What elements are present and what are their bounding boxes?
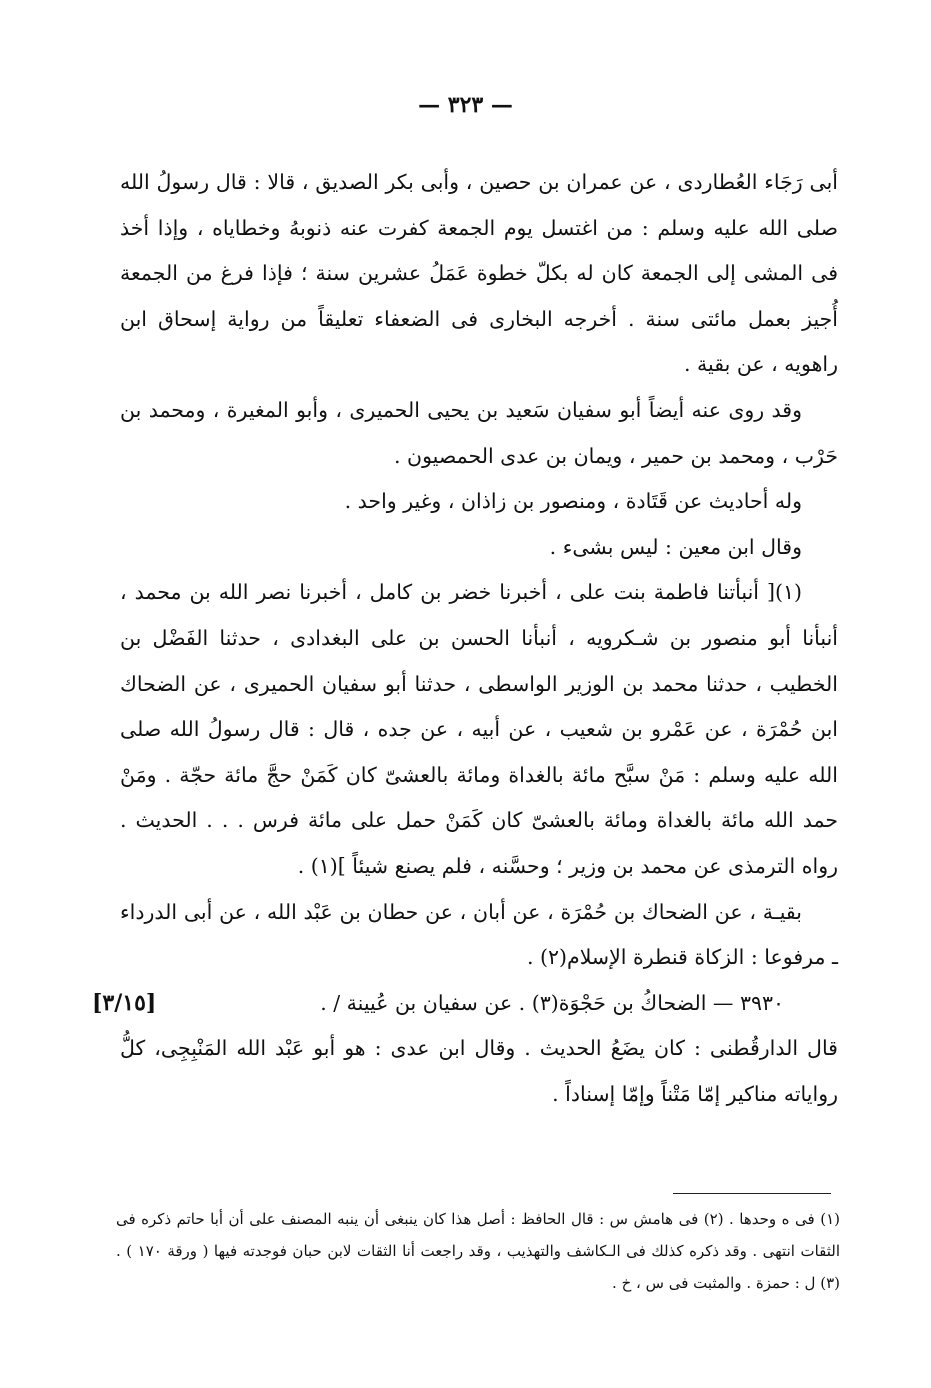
entry-heading <box>92 981 838 1027</box>
page-number: — ٣٢٣ — <box>418 92 513 118</box>
paragraph-2: وقد روى عنه أيضاً أبو سفيان سَعيد بن يحيى الحميرى ، وأبو المغيرة ، ومحمد بن حَرْب ، ومحمد بن حمير ، ويمان بن عدى الحمصيون . <box>120 397 838 468</box>
footnote-divider <box>673 1193 831 1194</box>
main-text <box>92 160 838 1117</box>
paragraph-4: وقال ابن معين : ليس بشىء . <box>549 534 802 559</box>
entry-title: ٣٩٣٠ — الضحاكُ بن حَجْوَة(٣) . عن سفيان بن عُيينة / . <box>320 990 784 1015</box>
paragraph-1: أبى رَجَاء العُطاردى ، عن عمران بن حصين ، وأبى بكر الصديق ، قالا : قال رسولُ الله صلى الله عليه وسلم : من اغتسل يوم الجمعة كفرت عنه ذنوبهُ وخطاياه ، وإذا أخذ فى المشى إلى الجمعة كان له بكلّ خطوة عَمَلُ عشرين سنة ؛ فإذا فرغ من الجمعة أُجيز بعمل مائتى سنة . أخرجه البخارى فى الضعفاء تعليقاً من رواية إسحاق ابن راهويه ، عن بقية . <box>120 170 838 377</box>
paragraph-3: وله أحاديث عن قَتَادة ، ومنصور بن زاذان ، وغير واحد . <box>344 489 802 514</box>
folio-marker: [٣/١٥] <box>92 989 157 1016</box>
entry-paragraph: قال الدارقُطنى : كان يضَعُ الحديث . وقال ابن عدى : هو أبو عَبْد الله المَنْبِجِى، كلُّ رواياته مناكير إمّا مَتْناً وإمّا إسناداً . <box>120 1036 838 1106</box>
paragraph-5: (١)[ أنبأتنا فاطمة بنت على ، أخبرنا خضر بن كامل ، أخبرنا نصر الله بن محمد ، أنبأنا أبو منصور بن شـكرويه ، أنبأنا الحسن بن على البغدادى ، حدثنا الفَضْل بن الخطيب ، حدثنا محمد بن الوزير الواسطى ، حدثنا أبو سفيان الحميرى ، عن الضحاك ابن حُمْرَة ، عن عَمْرو بن شعيب ، عن أبيه ، عن جده ، قال : قال رسولُ الله صلى الله عليه وسلم : مَنْ سبَّح مائة بالغداة ومائة بالعشىّ كان كَمَنْ حجَّ مائة حجّة . ومَنْ حمد الله مائة بالغداة ومائة بالعشىّ كان كَمَنْ حمل على مائة فرس . . . الحديث . رواه الترمذى عن محمد بن وزير ؛ وحسَّنه ، فلم يصنع شيئاً ](١) . <box>120 580 838 878</box>
footnote-text: (١) فى ه وحدها . (٢) فى هامش س : قال الحافظ : أصل هذا كان ينبغى أن ينبه المصنف على أن أبا حاتم ذكره فى الثقات انتهى . وقد ذكره كذلك فى الـكاشف والتهذيب ، وقد راجعت أنا الثقات لابن حبان فوجدته فيها ( ورقة ١٧٠ ) . (٣) ل : حمزة . والمثبت فى س ، خ . <box>116 1210 840 1292</box>
footnotes <box>116 1203 840 1299</box>
paragraph-6: بقيـة ، عن الضحاك بن حُمْرَة ، عن أبان ، عن حطان بن عَبْد الله ، عن أبى الدرداء ـ مرفوعا : الزكاة قنطرة الإسلام(٢) . <box>120 899 838 970</box>
